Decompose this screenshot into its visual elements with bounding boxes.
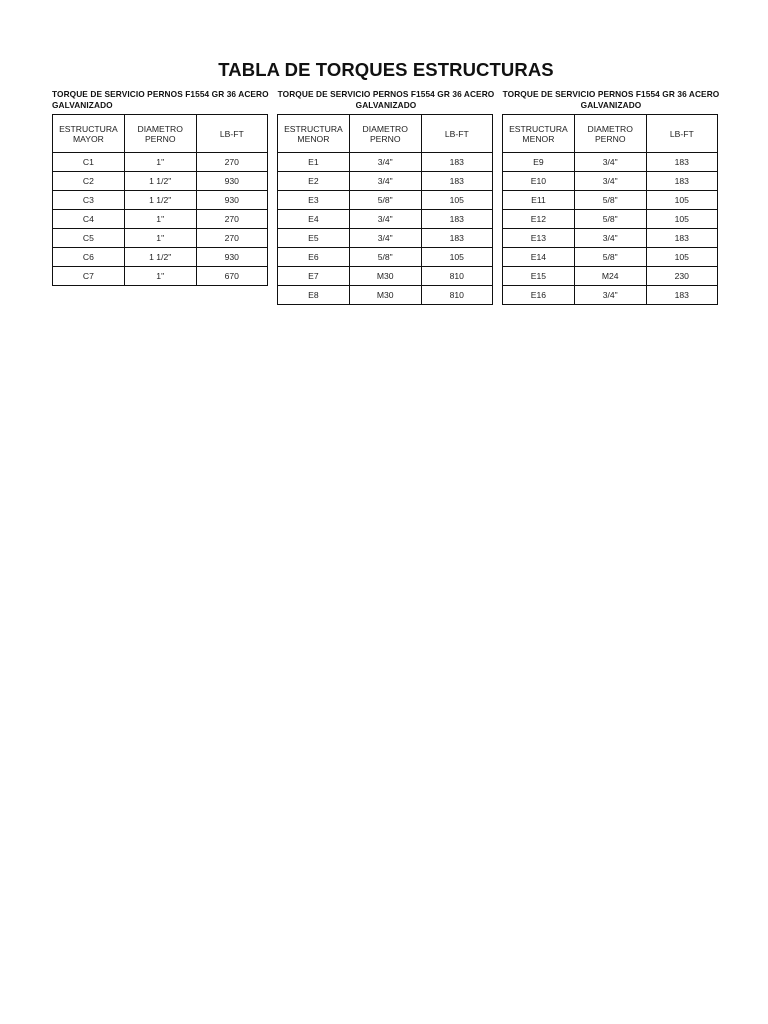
diametro-cell: 3/4" bbox=[349, 210, 421, 229]
table-body bbox=[503, 153, 718, 305]
column-header-estructura: ESTRUCTURA MENOR bbox=[503, 115, 575, 153]
table-row bbox=[53, 153, 268, 172]
table-header-row bbox=[503, 115, 718, 153]
torque-table-block-estructura-menor-1 bbox=[277, 89, 495, 305]
table-row bbox=[278, 229, 493, 248]
lb-ft-cell: 183 bbox=[421, 172, 492, 191]
column-header-estructura: ESTRUCTURA MAYOR bbox=[53, 115, 125, 153]
table-heading: TORQUE DE SERVICIO PERNOS F1554 GR 36 ACERO GALVANIZADO bbox=[277, 89, 495, 110]
lb-ft-cell: 183 bbox=[421, 229, 492, 248]
diametro-cell: 1 1/2" bbox=[124, 172, 196, 191]
lb-ft-cell: 105 bbox=[646, 191, 717, 210]
table-row bbox=[278, 248, 493, 267]
table-row bbox=[53, 172, 268, 191]
table-row bbox=[53, 191, 268, 210]
table-body bbox=[278, 153, 493, 305]
lb-ft-cell: 183 bbox=[646, 229, 717, 248]
lb-ft-cell: 105 bbox=[421, 191, 492, 210]
diametro-cell: 3/4" bbox=[574, 153, 646, 172]
diametro-cell: 5/8" bbox=[574, 210, 646, 229]
estructura-cell: C2 bbox=[53, 172, 125, 191]
estructura-cell: E1 bbox=[278, 153, 350, 172]
table-row bbox=[503, 191, 718, 210]
diametro-cell: M30 bbox=[349, 267, 421, 286]
estructura-cell: C6 bbox=[53, 248, 125, 267]
diametro-cell: 1" bbox=[124, 229, 196, 248]
lb-ft-cell: 930 bbox=[196, 172, 267, 191]
table-row bbox=[278, 153, 493, 172]
lb-ft-cell: 270 bbox=[196, 210, 267, 229]
diametro-cell: M24 bbox=[574, 267, 646, 286]
column-header-diametro: DIAMETRO PERNO bbox=[349, 115, 421, 153]
estructura-cell: E8 bbox=[278, 286, 350, 305]
table-row bbox=[53, 210, 268, 229]
table-row bbox=[278, 172, 493, 191]
table-row bbox=[53, 229, 268, 248]
estructura-cell: E16 bbox=[503, 286, 575, 305]
estructura-cell: E3 bbox=[278, 191, 350, 210]
lb-ft-cell: 183 bbox=[646, 153, 717, 172]
table-row bbox=[503, 248, 718, 267]
table-row bbox=[503, 153, 718, 172]
estructura-cell: E13 bbox=[503, 229, 575, 248]
table-row bbox=[503, 172, 718, 191]
diametro-cell: 1 1/2" bbox=[124, 248, 196, 267]
torque-table-block-estructura-mayor bbox=[52, 89, 270, 286]
estructura-cell: E6 bbox=[278, 248, 350, 267]
lb-ft-cell: 183 bbox=[646, 172, 717, 191]
estructura-cell: C4 bbox=[53, 210, 125, 229]
page-title: TABLA DE TORQUES ESTRUCTURAS bbox=[218, 59, 554, 80]
table-row bbox=[278, 267, 493, 286]
estructura-cell: E10 bbox=[503, 172, 575, 191]
diametro-cell: 5/8" bbox=[574, 191, 646, 210]
diametro-cell: 5/8" bbox=[349, 248, 421, 267]
table-row bbox=[278, 286, 493, 305]
estructura-cell: E9 bbox=[503, 153, 575, 172]
torque-table bbox=[277, 114, 493, 305]
lb-ft-cell: 930 bbox=[196, 191, 267, 210]
estructura-cell: C7 bbox=[53, 267, 125, 286]
estructura-cell: E14 bbox=[503, 248, 575, 267]
table-row bbox=[53, 248, 268, 267]
estructura-cell: C5 bbox=[53, 229, 125, 248]
lb-ft-cell: 270 bbox=[196, 229, 267, 248]
table-body bbox=[53, 153, 268, 286]
table-heading: TORQUE DE SERVICIO PERNOS F1554 GR 36 ACERO GALVANIZADO bbox=[502, 89, 720, 110]
torque-table bbox=[502, 114, 718, 305]
diametro-cell: 3/4" bbox=[349, 153, 421, 172]
lb-ft-cell: 105 bbox=[421, 248, 492, 267]
lb-ft-cell: 670 bbox=[196, 267, 267, 286]
lb-ft-cell: 930 bbox=[196, 248, 267, 267]
diametro-cell: 5/8" bbox=[574, 248, 646, 267]
estructura-cell: E4 bbox=[278, 210, 350, 229]
lb-ft-cell: 105 bbox=[646, 248, 717, 267]
column-header-lb-ft: LB-FT bbox=[196, 115, 267, 153]
lb-ft-cell: 270 bbox=[196, 153, 267, 172]
estructura-cell: E11 bbox=[503, 191, 575, 210]
table-row bbox=[503, 286, 718, 305]
estructura-cell: C3 bbox=[53, 191, 125, 210]
lb-ft-cell: 810 bbox=[421, 267, 492, 286]
estructura-cell: E15 bbox=[503, 267, 575, 286]
table-row bbox=[278, 191, 493, 210]
estructura-cell: E2 bbox=[278, 172, 350, 191]
column-header-diametro: DIAMETRO PERNO bbox=[574, 115, 646, 153]
lb-ft-cell: 183 bbox=[421, 210, 492, 229]
diametro-cell: 1" bbox=[124, 153, 196, 172]
diametro-cell: 3/4" bbox=[574, 286, 646, 305]
lb-ft-cell: 810 bbox=[421, 286, 492, 305]
lb-ft-cell: 105 bbox=[646, 210, 717, 229]
estructura-cell: C1 bbox=[53, 153, 125, 172]
column-header-estructura: ESTRUCTURA MENOR bbox=[278, 115, 350, 153]
lb-ft-cell: 183 bbox=[646, 286, 717, 305]
estructura-cell: E12 bbox=[503, 210, 575, 229]
table-row bbox=[503, 267, 718, 286]
column-header-lb-ft: LB-FT bbox=[646, 115, 717, 153]
diametro-cell: 3/4" bbox=[574, 172, 646, 191]
column-header-diametro: DIAMETRO PERNO bbox=[124, 115, 196, 153]
diametro-cell: 1" bbox=[124, 267, 196, 286]
estructura-cell: E7 bbox=[278, 267, 350, 286]
table-heading: TORQUE DE SERVICIO PERNOS F1554 GR 36 ACERO GALVANIZADO bbox=[52, 89, 269, 110]
diametro-cell: 1" bbox=[124, 210, 196, 229]
estructura-cell: E5 bbox=[278, 229, 350, 248]
diametro-cell: 5/8" bbox=[349, 191, 421, 210]
lb-ft-cell: 183 bbox=[421, 153, 492, 172]
table-header-row bbox=[53, 115, 268, 153]
diametro-cell: 1 1/2" bbox=[124, 191, 196, 210]
lb-ft-cell: 230 bbox=[646, 267, 717, 286]
diametro-cell: 3/4" bbox=[574, 229, 646, 248]
torque-table-block-estructura-menor-2 bbox=[502, 89, 720, 305]
table-header-row bbox=[278, 115, 493, 153]
column-header-lb-ft: LB-FT bbox=[421, 115, 492, 153]
diametro-cell: 3/4" bbox=[349, 229, 421, 248]
diametro-cell: 3/4" bbox=[349, 172, 421, 191]
table-row bbox=[53, 267, 268, 286]
table-row bbox=[503, 210, 718, 229]
torque-table bbox=[52, 114, 268, 286]
table-row bbox=[503, 229, 718, 248]
diametro-cell: M30 bbox=[349, 286, 421, 305]
table-row bbox=[278, 210, 493, 229]
